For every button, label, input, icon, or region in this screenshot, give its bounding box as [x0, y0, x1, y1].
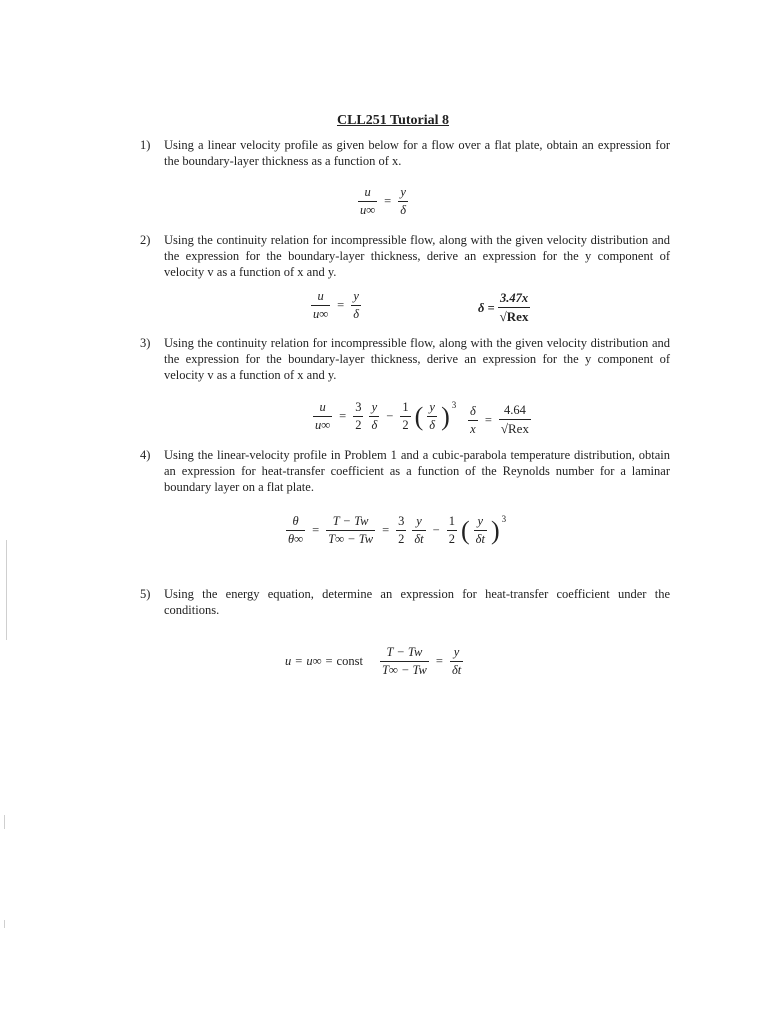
right-paren: )	[441, 401, 450, 431]
eq-numerator: δ	[470, 403, 476, 418]
left-paren: (	[460, 515, 470, 545]
fraction-temperature-ratio	[380, 645, 429, 678]
fraction-three-halves	[396, 514, 406, 547]
eq-denominator: T∞ − Tw	[381, 663, 427, 677]
fraction-one-half	[400, 400, 410, 433]
equals-sign: =	[325, 654, 333, 668]
fraction-temperature-ratio	[326, 514, 375, 547]
problem-number: 1)	[140, 138, 151, 152]
fraction-thickness	[499, 403, 531, 437]
eq-numerator: T − Tw	[332, 514, 369, 528]
fraction-y-over-delta-t	[474, 514, 487, 547]
eq-denominator: δ	[429, 418, 436, 432]
problem-5	[140, 586, 670, 618]
eq-u: u	[285, 654, 292, 668]
equation-3-velocity	[310, 400, 456, 433]
fraction-y-over-delta	[369, 400, 379, 433]
fraction-y-over-delta-t	[412, 514, 425, 547]
eq-denominator: δ	[371, 418, 378, 432]
eq-numerator: y	[477, 514, 484, 528]
problem-2	[140, 232, 670, 280]
minus-sign: −	[386, 409, 394, 423]
fraction-theta-ratio	[286, 514, 305, 547]
eq-numerator: 3.47x	[499, 291, 529, 305]
eq-numerator: 1	[448, 514, 455, 528]
eq-u-inf: u∞	[306, 654, 322, 668]
eq-numerator: 1	[402, 400, 409, 414]
eq-denominator: 2	[398, 532, 405, 546]
eq-numerator: y	[371, 400, 378, 414]
equation-3-thickness	[465, 403, 534, 437]
eq-numerator: 3	[398, 514, 405, 528]
fraction-delta-over-x	[468, 404, 478, 437]
minus-sign: −	[432, 523, 440, 537]
fraction-y-over-delta	[351, 289, 361, 322]
problem-number: 4)	[140, 448, 151, 462]
equals-sign: =	[312, 523, 320, 537]
eq-denominator: u∞	[313, 307, 329, 321]
eq-denominator: δt	[451, 663, 462, 677]
eq-denominator: 2	[448, 532, 455, 546]
problem-number: 3)	[140, 336, 151, 350]
eq-denominator: δ	[353, 307, 360, 321]
eq-denominator: δt	[475, 532, 485, 546]
eq-denominator: θ∞	[288, 532, 304, 546]
right-paren: )	[490, 515, 500, 545]
exponent: 3	[451, 399, 457, 410]
equation-2-velocity	[308, 289, 364, 322]
fraction-u-over-uinf	[311, 289, 330, 322]
eq-numerator: T − Tw	[386, 645, 423, 659]
eq-denominator: 2	[402, 418, 409, 432]
fraction-y-over-delta-t	[450, 645, 463, 678]
scan-artifact	[6, 540, 7, 640]
scan-artifact	[4, 920, 5, 928]
eq-numerator: u	[364, 185, 371, 199]
eq-denominator: √Rex	[499, 309, 529, 324]
equals-sign: =	[382, 523, 390, 537]
equation-5	[285, 645, 466, 678]
fraction-y-over-delta	[398, 185, 408, 218]
eq-denominator: u∞	[360, 203, 376, 217]
equation-1	[355, 185, 411, 218]
problem-text: Using the continuity relation for incompressible flow, along with the given velocity distribution and the expression for the boundary-layer thickness, derive an expression for the y component of velocity v as a function of x and y.	[164, 233, 670, 279]
eq-numerator: y	[429, 400, 435, 414]
fraction-three-halves	[353, 400, 363, 433]
eq-numerator: y	[353, 289, 359, 303]
eq-numerator: y	[453, 645, 460, 659]
equals-sign: =	[484, 412, 492, 427]
equals-sign: =	[337, 298, 345, 312]
equation-4-temperature	[283, 514, 506, 547]
problem-4	[140, 447, 670, 495]
eq-numerator: θ	[292, 514, 299, 528]
eq-denominator: δt	[414, 532, 424, 546]
problem-text: Using the linear-velocity profile in Problem 1 and a cubic-parabola temperature distribution, obtain an expression for heat-transfer coefficient as a function of the Reynolds number for a laminar boundary layer on a flat plate.	[164, 448, 670, 494]
eq-denominator: δ	[400, 203, 407, 217]
eq-numerator: 4.64	[503, 403, 526, 417]
equals-sign: =	[339, 409, 347, 423]
problem-3	[140, 335, 670, 383]
equals-sign: =	[295, 654, 303, 668]
eq-numerator: 3	[355, 400, 362, 414]
eq-lhs: δ =	[478, 300, 495, 315]
problem-number: 5)	[140, 587, 151, 601]
eq-denominator: 2	[355, 418, 362, 432]
scan-artifact	[4, 815, 5, 829]
eq-numerator: u	[317, 289, 324, 303]
equals-sign: =	[435, 654, 443, 668]
page-title: CLL251 Tutorial 8	[336, 113, 450, 128]
problem-text: Using the continuity relation for incompressible flow, along with the given velocity distribution and the expression for the boundary-layer thickness, derive an expression for the y component of velocity v as a function of x and y.	[164, 336, 670, 382]
eq-denominator: x	[470, 421, 476, 436]
eq-denominator: √Rex	[500, 421, 529, 436]
fraction-one-half	[447, 514, 457, 547]
problem-1	[140, 137, 670, 169]
eq-numerator: u	[319, 400, 326, 414]
equals-sign: =	[384, 194, 392, 208]
eq-numerator: y	[416, 514, 422, 528]
problem-text: Using the energy equation, determine an expression for heat-transfer coefficient under the conditions.	[164, 587, 670, 617]
fraction-y-over-delta	[427, 400, 437, 433]
problem-number: 2)	[140, 233, 151, 247]
fraction-u-over-uinf	[313, 400, 332, 433]
eq-denominator: T∞ − Tw	[328, 532, 374, 546]
eq-denominator: u∞	[315, 418, 331, 432]
equation-2-thickness	[478, 291, 533, 325]
left-paren: (	[414, 401, 424, 431]
eq-numerator: y	[400, 185, 406, 199]
fraction-thickness	[498, 291, 531, 325]
eq-const: const	[336, 654, 363, 668]
fraction-u-over-uinf	[358, 185, 377, 218]
problem-text: Using a linear velocity profile as given below for a flow over a flat plate, obtain an expression for the boundary-layer thickness as a function of x.	[164, 138, 670, 168]
exponent: 3	[501, 513, 507, 524]
